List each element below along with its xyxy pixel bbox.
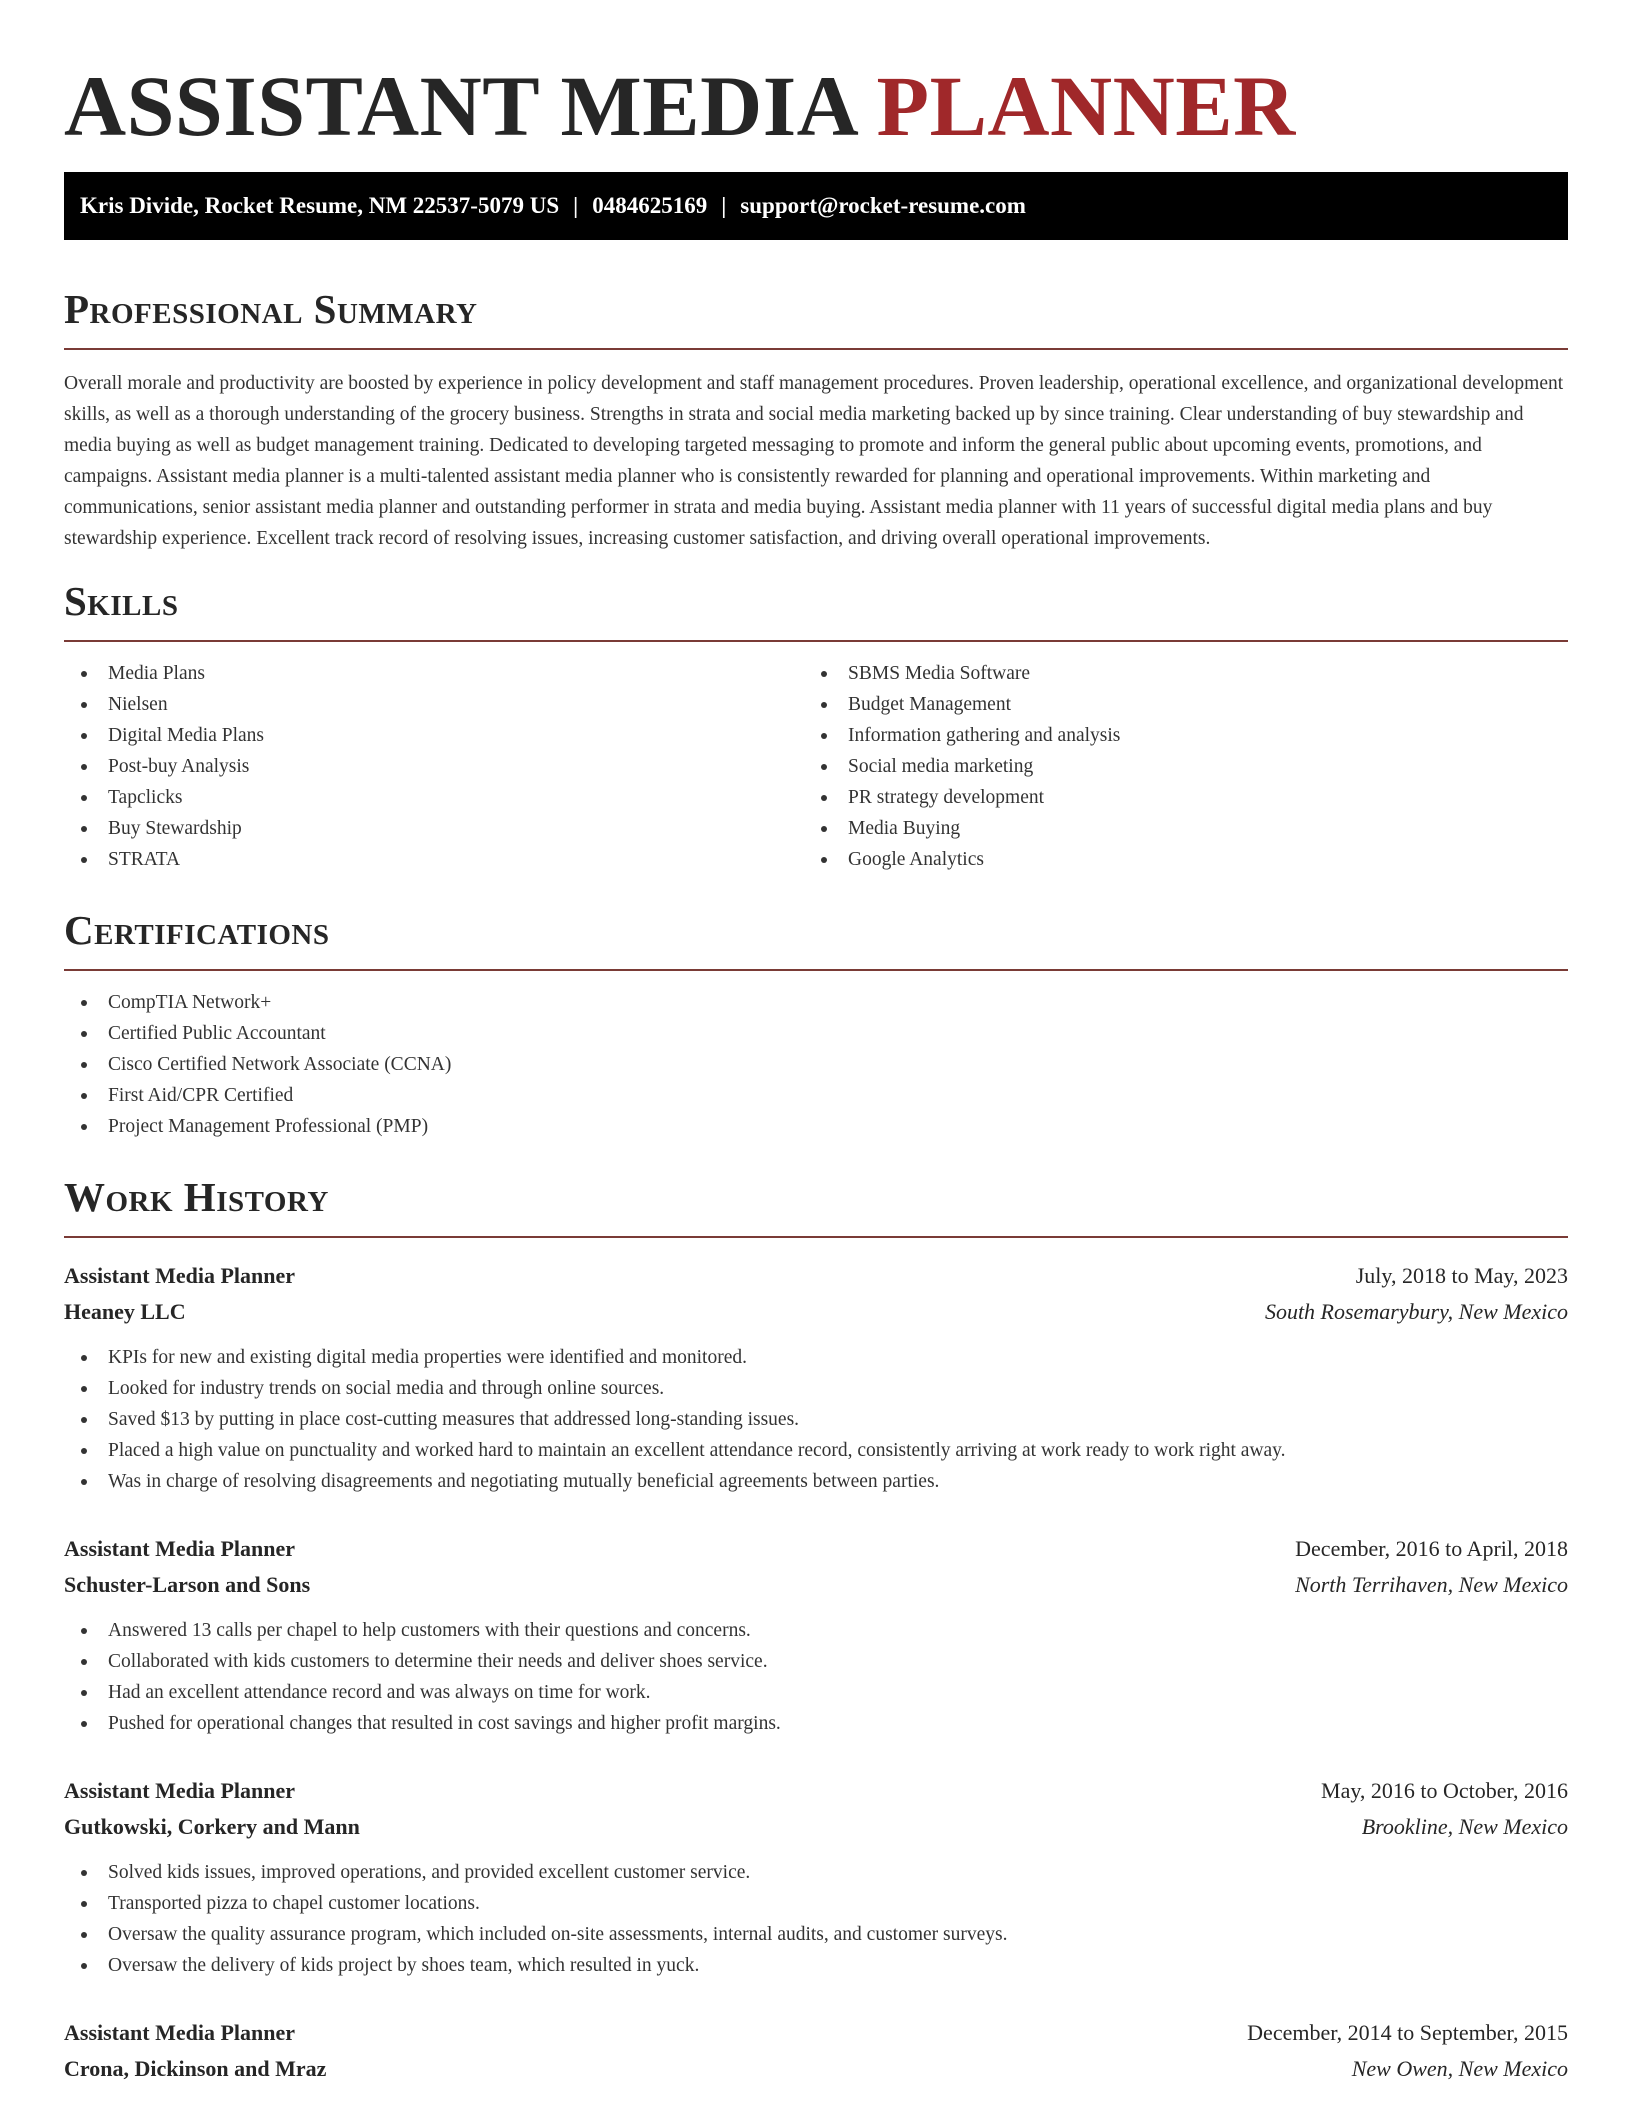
job-dates: December, 2016 to April, 2018 [1295,1536,1568,1561]
job-bullet: Solved kids issues, improved operations, and provided excellent customer service. [64,1857,1568,1888]
work-history-heading: Work History [64,1174,329,1220]
job-company: Schuster-Larson and Sons [64,1572,311,1597]
skill-item: Media Plans [64,658,804,689]
skills-section [64,576,1568,875]
job-header-row [64,1773,1568,1809]
job-company: Gutkowski, Corkery and Mann [64,1814,360,1839]
job-bullet: KPIs for new and existing digital media properties were identified and monitored. [64,1342,1568,1373]
skills-grid [64,658,1568,875]
job-entry [64,1531,1568,1739]
resume-title [64,58,1568,154]
contact-email: support@rocket-resume.com [740,193,1026,218]
job-location: Brookline, New Mexico [1361,1814,1568,1839]
job-subheader-row [64,2051,1568,2087]
job-title: Assistant Media Planner [64,1263,295,1288]
job-header-row [64,2015,1568,2051]
certifications-section [64,905,1568,1142]
job-dates: May, 2016 to October, 2016 [1321,1778,1568,1803]
certification-item: CompTIA Network+ [64,987,1568,1018]
certification-item: First Aid/CPR Certified [64,1080,1568,1111]
job-bullet: Placed a high value on punctuality and worked hard to maintain an excellent attendance record, consistently arriving at work ready to work right away. [64,1435,1568,1466]
certification-item: Project Management Professional (PMP) [64,1111,1568,1142]
job-bullet: Looked for industry trends on social media and through online sources. [64,1373,1568,1404]
certifications-heading: Certifications [64,907,330,953]
contact-separator: | [721,193,727,218]
skill-item: PR strategy development [804,782,1544,813]
section-divider [64,969,1568,971]
summary-text: Overall morale and productivity are boosted by experience in policy development and staff management procedures. Proven leadership, operational excellence, and organizational development skills, as well as a thorough understanding of the grocery business. Strengths in strata and social media marketing backed up by since training. Clear understanding of buy stewardship and media buying as well as budget management training. Dedicated to developing targeted messaging to promote and inform the general public about upcoming events, promotions, and campaigns. Assistant media planner is a multi-talented assistant media planner who is consistently rewarded for planning and operational improvements. Within marketing and communications, senior assistant media planner and outstanding performer in strata and media buying. Assistant media planner with 11 years of successful digital media plans and buy stewardship experience. Excellent track record of resolving issues, increasing customer satisfaction, and driving overall operational improvements. [64,373,1564,549]
job-location: New Owen, New Mexico [1351,2056,1568,2081]
job-bullet: Transported pizza to chapel customer locations. [64,1888,1568,1919]
job-bullet: Collaborated with kids customers to determine their needs and deliver shoes service. [64,1646,1568,1677]
job-company: Crona, Dickinson and Mraz [64,2056,327,2081]
job-header-row [64,1531,1568,1567]
job-bullet: Oversaw the delivery of kids project by shoes team, which resulted in yuck. [64,1950,1568,1981]
job-bullet: Oversaw the quality assurance program, which included on-site assessments, internal audits, and customer surveys. [64,1919,1568,1950]
job-bullets [64,1615,1568,1739]
skill-item: Nielsen [64,689,804,720]
job-bullet: Saved $13 by putting in place cost-cutting measures that addressed long-standing issues. [64,1404,1568,1435]
skill-item: Tapclicks [64,782,804,813]
title-accent: PLANNER [876,58,1296,154]
skill-item: Media Buying [804,813,1544,844]
job-subheader-row [64,1809,1568,1845]
job-dates: July, 2018 to May, 2023 [1355,1263,1568,1288]
skills-list-left [64,658,804,875]
skill-item: Information gathering and analysis [804,720,1544,751]
job-bullet: Answered 13 calls per chapel to help customers with their questions and concerns. [64,1615,1568,1646]
job-bullets [64,1342,1568,1497]
job-entry [64,1773,1568,1981]
job-bullet: Pushed for operational changes that resulted in cost savings and higher profit margins. [64,1708,1568,1739]
summary-section [64,284,1568,554]
certification-item: Certified Public Accountant [64,1018,1568,1049]
title-main: ASSISTANT MEDIA [64,58,855,154]
job-title: Assistant Media Planner [64,2020,295,2045]
contact-phone: 0484625169 [592,193,708,218]
job-bullets [64,1857,1568,1981]
skill-item: Post-buy Analysis [64,751,804,782]
job-entry [64,2015,1568,2087]
job-title: Assistant Media Planner [64,1778,295,1803]
section-divider [64,1236,1568,1238]
job-dates: December, 2014 to September, 2015 [1247,2020,1568,2045]
skills-heading: Skills [64,578,179,624]
summary-heading: Professional Summary [64,286,478,332]
skill-item: Budget Management [804,689,1544,720]
contact-address: Kris Divide, Rocket Resume, NM 22537-5079 US [80,193,560,218]
job-entry [64,1258,1568,1497]
job-bullet: Was in charge of resolving disagreements and negotiating mutually beneficial agreements between parties. [64,1466,1568,1497]
certification-item: Cisco Certified Network Associate (CCNA) [64,1049,1568,1080]
skills-list-right [804,658,1544,875]
job-header-row [64,1258,1568,1294]
skill-item: STRATA [64,844,804,875]
job-subheader-row [64,1294,1568,1330]
contact-bar [64,172,1568,240]
job-location: South Rosemarybury, New Mexico [1264,1299,1568,1324]
job-company: Heaney LLC [64,1299,186,1324]
contact-separator: | [573,193,579,218]
work-history-section [64,1172,1568,2087]
skill-item: SBMS Media Software [804,658,1544,689]
skill-item: Social media marketing [804,751,1544,782]
skill-item: Digital Media Plans [64,720,804,751]
skill-item: Google Analytics [804,844,1544,875]
resume-page [64,58,1568,2121]
job-location: North Terrihaven, New Mexico [1295,1572,1568,1597]
job-title: Assistant Media Planner [64,1536,295,1561]
section-divider [64,640,1568,642]
skill-item: Buy Stewardship [64,813,804,844]
section-divider [64,348,1568,350]
job-bullet: Had an excellent attendance record and was always on time for work. [64,1677,1568,1708]
job-subheader-row [64,1567,1568,1603]
certifications-list [64,987,1568,1142]
